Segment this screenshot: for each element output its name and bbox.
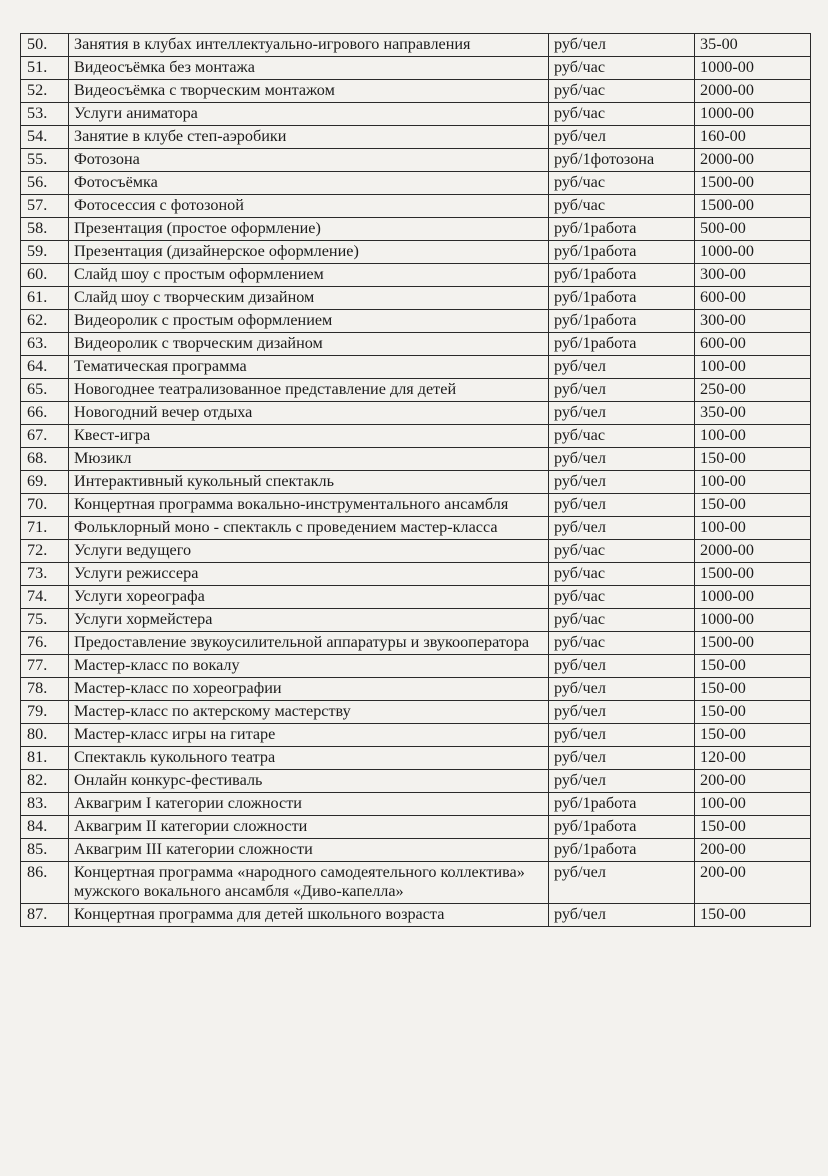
price-table-body: [21, 34, 811, 927]
unit-cell: руб/1фотозона: [549, 149, 695, 172]
row-number: 87.: [21, 904, 69, 927]
table-row: [21, 517, 811, 540]
table-row: [21, 356, 811, 379]
table-row: [21, 747, 811, 770]
row-number: 66.: [21, 402, 69, 425]
price-cell: 300-00: [695, 264, 811, 287]
unit-cell: руб/час: [549, 80, 695, 103]
service-name: Фотосессия с фотозоной: [69, 195, 549, 218]
price-cell: 350-00: [695, 402, 811, 425]
service-name: Интерактивный кукольный спектакль: [69, 471, 549, 494]
row-number: 84.: [21, 816, 69, 839]
service-name: Занятия в клубах интеллектуально-игрового направления: [69, 34, 549, 57]
table-row: [21, 655, 811, 678]
row-number: 71.: [21, 517, 69, 540]
table-row: [21, 586, 811, 609]
row-number: 52.: [21, 80, 69, 103]
row-number: 68.: [21, 448, 69, 471]
unit-cell: руб/чел: [549, 747, 695, 770]
price-cell: 100-00: [695, 356, 811, 379]
unit-cell: руб/чел: [549, 724, 695, 747]
table-row: [21, 425, 811, 448]
unit-cell: руб/чел: [549, 126, 695, 149]
service-name: Предоставление звукоусилительной аппаратуры и звукооператора: [69, 632, 549, 655]
table-row: [21, 471, 811, 494]
price-cell: 300-00: [695, 310, 811, 333]
service-name: Фотосъёмка: [69, 172, 549, 195]
service-name: Презентация (простое оформление): [69, 218, 549, 241]
service-name: Спектакль кукольного театра: [69, 747, 549, 770]
price-cell: 150-00: [695, 448, 811, 471]
price-cell: 250-00: [695, 379, 811, 402]
service-name: Аквагрим III категории сложности: [69, 839, 549, 862]
unit-cell: руб/1работа: [549, 241, 695, 264]
price-cell: 1000-00: [695, 103, 811, 126]
service-name: Видеосъёмка с творческим монтажом: [69, 80, 549, 103]
row-number: 83.: [21, 793, 69, 816]
row-number: 81.: [21, 747, 69, 770]
row-number: 50.: [21, 34, 69, 57]
price-cell: 1000-00: [695, 586, 811, 609]
service-name: Тематическая программа: [69, 356, 549, 379]
price-table: [20, 33, 811, 927]
price-cell: 100-00: [695, 471, 811, 494]
price-cell: 120-00: [695, 747, 811, 770]
table-row: [21, 103, 811, 126]
price-cell: 150-00: [695, 701, 811, 724]
service-name: Мастер-класс игры на гитаре: [69, 724, 549, 747]
price-cell: 100-00: [695, 425, 811, 448]
unit-cell: руб/1работа: [549, 333, 695, 356]
service-name: Видеоролик с творческим дизайном: [69, 333, 549, 356]
price-cell: 200-00: [695, 839, 811, 862]
unit-cell: руб/час: [549, 425, 695, 448]
row-number: 53.: [21, 103, 69, 126]
service-name: Видеоролик с простым оформлением: [69, 310, 549, 333]
table-row: [21, 448, 811, 471]
price-cell: 150-00: [695, 724, 811, 747]
row-number: 85.: [21, 839, 69, 862]
table-row: [21, 632, 811, 655]
unit-cell: руб/чел: [549, 770, 695, 793]
table-row: [21, 126, 811, 149]
price-cell: 1000-00: [695, 609, 811, 632]
unit-cell: руб/час: [549, 563, 695, 586]
row-number: 59.: [21, 241, 69, 264]
unit-cell: руб/чел: [549, 34, 695, 57]
unit-cell: руб/чел: [549, 494, 695, 517]
service-name: Услуги хормейстера: [69, 609, 549, 632]
service-name: Квест-игра: [69, 425, 549, 448]
table-row: [21, 494, 811, 517]
unit-cell: руб/чел: [549, 356, 695, 379]
unit-cell: руб/чел: [549, 379, 695, 402]
price-cell: 2000-00: [695, 80, 811, 103]
table-row: [21, 609, 811, 632]
row-number: 65.: [21, 379, 69, 402]
row-number: 73.: [21, 563, 69, 586]
service-name: Концертная программа вокально-инструментального ансамбля: [69, 494, 549, 517]
service-name: Фольклорный моно - спектакль с проведением мастер-класса: [69, 517, 549, 540]
unit-cell: руб/1работа: [549, 310, 695, 333]
service-name: Новогодний вечер отдыха: [69, 402, 549, 425]
unit-cell: руб/час: [549, 632, 695, 655]
row-number: 70.: [21, 494, 69, 517]
unit-cell: руб/час: [549, 540, 695, 563]
unit-cell: руб/час: [549, 172, 695, 195]
unit-cell: руб/чел: [549, 402, 695, 425]
table-row: [21, 862, 811, 904]
row-number: 58.: [21, 218, 69, 241]
service-name: Услуги аниматора: [69, 103, 549, 126]
table-row: [21, 310, 811, 333]
table-row: [21, 34, 811, 57]
unit-cell: руб/чел: [549, 701, 695, 724]
unit-cell: руб/1работа: [549, 218, 695, 241]
table-row: [21, 678, 811, 701]
price-cell: 200-00: [695, 862, 811, 904]
price-cell: 150-00: [695, 494, 811, 517]
row-number: 76.: [21, 632, 69, 655]
price-cell: 500-00: [695, 218, 811, 241]
unit-cell: руб/чел: [549, 678, 695, 701]
table-row: [21, 816, 811, 839]
table-row: [21, 333, 811, 356]
unit-cell: руб/чел: [549, 517, 695, 540]
unit-cell: руб/1работа: [549, 839, 695, 862]
table-row: [21, 540, 811, 563]
price-cell: 35-00: [695, 34, 811, 57]
price-cell: 1500-00: [695, 195, 811, 218]
row-number: 62.: [21, 310, 69, 333]
table-row: [21, 80, 811, 103]
price-cell: 1000-00: [695, 241, 811, 264]
table-row: [21, 793, 811, 816]
price-cell: 150-00: [695, 678, 811, 701]
row-number: 67.: [21, 425, 69, 448]
table-row: [21, 287, 811, 310]
service-name: Концертная программа «народного самодеятельного коллектива» мужского вокального ансамбля «Диво-капелла»: [69, 862, 549, 904]
service-name: Услуги режиссера: [69, 563, 549, 586]
price-cell: 2000-00: [695, 540, 811, 563]
table-row: [21, 379, 811, 402]
unit-cell: руб/1работа: [549, 264, 695, 287]
row-number: 80.: [21, 724, 69, 747]
row-number: 51.: [21, 57, 69, 80]
table-row: [21, 724, 811, 747]
unit-cell: руб/1работа: [549, 816, 695, 839]
row-number: 86.: [21, 862, 69, 904]
price-cell: 2000-00: [695, 149, 811, 172]
row-number: 61.: [21, 287, 69, 310]
unit-cell: руб/чел: [549, 448, 695, 471]
table-row: [21, 563, 811, 586]
table-row: [21, 839, 811, 862]
service-name: Аквагрим II категории сложности: [69, 816, 549, 839]
table-row: [21, 195, 811, 218]
price-cell: 150-00: [695, 655, 811, 678]
price-cell: 1500-00: [695, 563, 811, 586]
unit-cell: руб/чел: [549, 904, 695, 927]
table-row: [21, 264, 811, 287]
price-cell: 150-00: [695, 816, 811, 839]
service-name: Онлайн конкурс-фестиваль: [69, 770, 549, 793]
row-number: 57.: [21, 195, 69, 218]
unit-cell: руб/1работа: [549, 793, 695, 816]
unit-cell: руб/чел: [549, 862, 695, 904]
table-row: [21, 149, 811, 172]
price-cell: 200-00: [695, 770, 811, 793]
service-name: Мюзикл: [69, 448, 549, 471]
row-number: 63.: [21, 333, 69, 356]
service-name: Видеосъёмка без монтажа: [69, 57, 549, 80]
row-number: 75.: [21, 609, 69, 632]
service-name: Услуги хореографа: [69, 586, 549, 609]
table-row: [21, 172, 811, 195]
table-row: [21, 904, 811, 927]
row-number: 69.: [21, 471, 69, 494]
service-name: Аквагрим I категории сложности: [69, 793, 549, 816]
row-number: 55.: [21, 149, 69, 172]
row-number: 78.: [21, 678, 69, 701]
row-number: 54.: [21, 126, 69, 149]
unit-cell: руб/чел: [549, 471, 695, 494]
table-row: [21, 402, 811, 425]
service-name: Слайд шоу с творческим дизайном: [69, 287, 549, 310]
service-name: Фотозона: [69, 149, 549, 172]
row-number: 77.: [21, 655, 69, 678]
price-cell: 600-00: [695, 287, 811, 310]
unit-cell: руб/час: [549, 103, 695, 126]
table-row: [21, 770, 811, 793]
service-name: Концертная программа для детей школьного возраста: [69, 904, 549, 927]
table-row: [21, 57, 811, 80]
unit-cell: руб/час: [549, 195, 695, 218]
table-row: [21, 218, 811, 241]
row-number: 72.: [21, 540, 69, 563]
price-cell: 1500-00: [695, 632, 811, 655]
table-row: [21, 241, 811, 264]
price-cell: 600-00: [695, 333, 811, 356]
row-number: 56.: [21, 172, 69, 195]
service-name: Услуги ведущего: [69, 540, 549, 563]
service-name: Мастер-класс по актерскому мастерству: [69, 701, 549, 724]
service-name: Мастер-класс по вокалу: [69, 655, 549, 678]
row-number: 74.: [21, 586, 69, 609]
price-cell: 1000-00: [695, 57, 811, 80]
row-number: 64.: [21, 356, 69, 379]
table-row: [21, 701, 811, 724]
price-cell: 160-00: [695, 126, 811, 149]
service-name: Презентация (дизайнерское оформление): [69, 241, 549, 264]
unit-cell: руб/час: [549, 57, 695, 80]
unit-cell: руб/1работа: [549, 287, 695, 310]
service-name: Слайд шоу с простым оформлением: [69, 264, 549, 287]
unit-cell: руб/чел: [549, 655, 695, 678]
row-number: 60.: [21, 264, 69, 287]
service-name: Занятие в клубе степ-аэробики: [69, 126, 549, 149]
unit-cell: руб/час: [549, 609, 695, 632]
service-name: Мастер-класс по хореографии: [69, 678, 549, 701]
unit-cell: руб/час: [549, 586, 695, 609]
price-cell: 1500-00: [695, 172, 811, 195]
price-cell: 150-00: [695, 904, 811, 927]
price-cell: 100-00: [695, 793, 811, 816]
row-number: 79.: [21, 701, 69, 724]
price-cell: 100-00: [695, 517, 811, 540]
service-name: Новогоднее театрализованное представление для детей: [69, 379, 549, 402]
row-number: 82.: [21, 770, 69, 793]
